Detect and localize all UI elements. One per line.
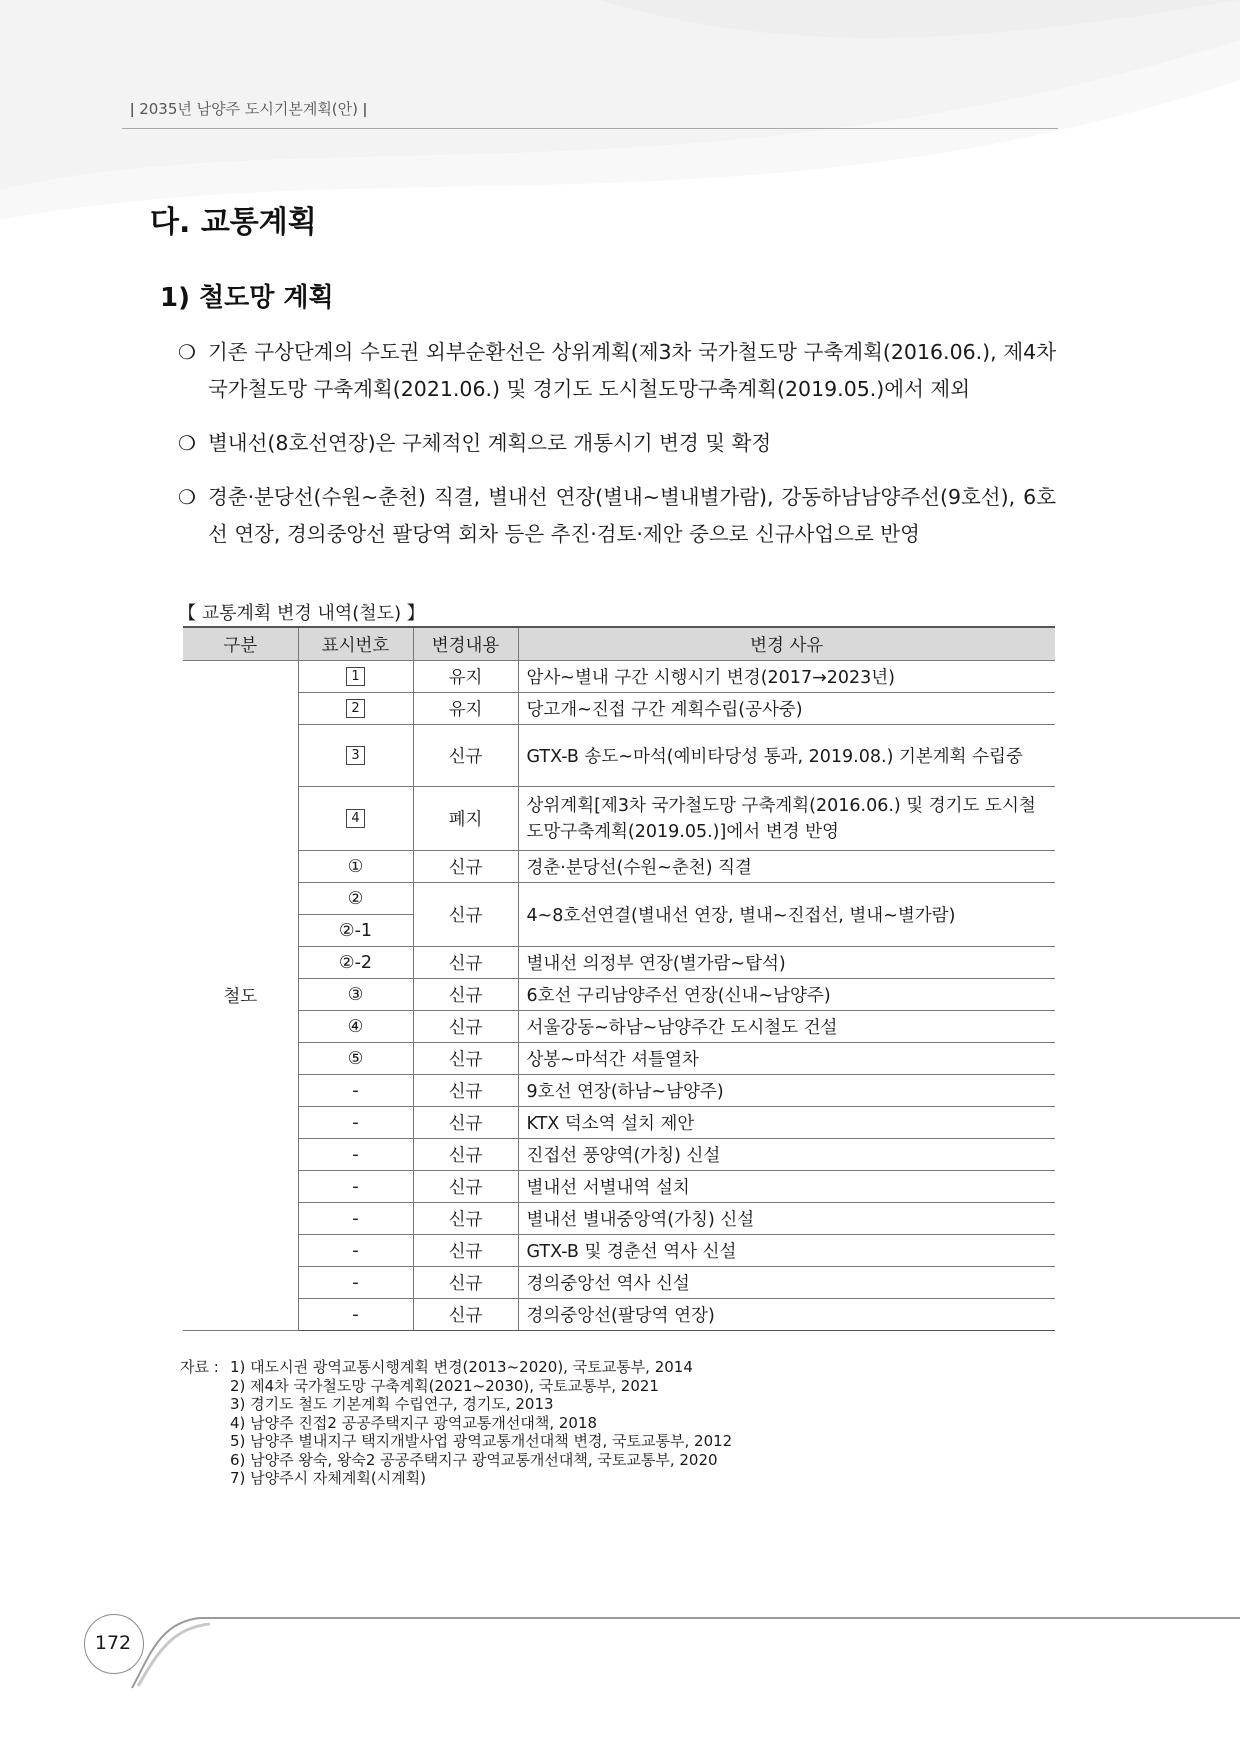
bullet-item	[178, 479, 1056, 553]
reason-cell: 상위계획[제3차 국가철도망 구축계획(2016.06.) 및 경기도 도시철도망구축계획(2019.05.)]에서 변경 반영	[518, 787, 1055, 851]
footer-swoosh-decoration	[130, 1600, 1240, 1690]
header-background-swoosh	[0, 0, 1240, 300]
subsection-title: 1) 철도망 계획	[160, 283, 334, 313]
change-cell: 신규	[413, 1075, 518, 1107]
number-cell	[298, 787, 413, 851]
category-cell: 철도	[183, 661, 298, 1331]
table-row	[183, 1043, 1055, 1075]
reason-cell: 암사~별내 구간 시행시기 변경(2017→2023년)	[518, 661, 1055, 693]
sources-label: 자료 :	[180, 1358, 219, 1376]
change-cell: 신규	[413, 979, 518, 1011]
bullet-item	[178, 334, 1056, 408]
table-header-row	[183, 627, 1055, 661]
table-row	[183, 1139, 1055, 1171]
number-cell: ②	[298, 883, 413, 915]
running-header: ǀ 2035년 남양주 도시기본계획(안) ǀ	[130, 100, 368, 118]
number-cell: ②-1	[298, 915, 413, 947]
change-cell: 신규	[413, 883, 518, 947]
source-item: 1) 대도시권 광역교통시행계획 변경(2013~2020), 국토교통부, 2014	[230, 1358, 693, 1376]
reason-cell: 진접선 풍양역(가칭) 신설	[518, 1139, 1055, 1171]
reason-cell: GTX-B 송도~마석(예비타당성 통과, 2019.08.) 기본계획 수립중	[518, 725, 1055, 787]
bullet-item	[178, 425, 1056, 462]
number-cell: -	[298, 1171, 413, 1203]
source-item: 6) 남양주 왕숙, 왕숙2 공공주택지구 광역교통개선대책, 국토교통부, 2020	[230, 1450, 718, 1469]
number-cell	[298, 725, 413, 787]
sources-note	[180, 1358, 732, 1488]
change-cell: 신규	[413, 947, 518, 979]
table-row	[183, 1235, 1055, 1267]
table-row	[183, 979, 1055, 1011]
table-row	[183, 1267, 1055, 1299]
table-row	[183, 725, 1055, 787]
table-row	[183, 1299, 1055, 1331]
table-row	[183, 883, 1055, 915]
change-cell: 신규	[413, 851, 518, 883]
source-item: 2) 제4차 국가철도망 구축계획(2021~2030), 국토교통부, 2021	[230, 1376, 659, 1395]
reason-cell: 6호선 구리남양주선 연장(신내~남양주)	[518, 979, 1055, 1011]
number-cell	[298, 693, 413, 725]
header-category: 구분	[183, 627, 298, 661]
bullet-list	[178, 334, 1056, 570]
reason-cell: 별내선 의정부 연장(별가람~탑석)	[518, 947, 1055, 979]
number-cell: -	[298, 1299, 413, 1331]
table-row	[183, 693, 1055, 725]
change-cell: 신규	[413, 725, 518, 787]
table-row	[183, 851, 1055, 883]
change-cell: 폐지	[413, 787, 518, 851]
page-number: 172	[94, 1632, 132, 1654]
boxed-number: 1	[346, 667, 365, 686]
reason-cell: 9호선 연장(하남~남양주)	[518, 1075, 1055, 1107]
source-item: 5) 남양주 별내지구 택지개발사업 광역교통개선대책 변경, 국토교통부, 2012	[230, 1432, 733, 1450]
change-cell: 유지	[413, 661, 518, 693]
table-row	[183, 1075, 1055, 1107]
rail-change-table	[183, 626, 1055, 1331]
section-title: 다. 교통계획	[150, 205, 317, 240]
table-row	[183, 1203, 1055, 1235]
reason-cell: 경의중앙선(팔당역 연장)	[518, 1299, 1055, 1331]
header-divider	[122, 128, 1058, 129]
circle-bullet-icon: ❍	[178, 431, 196, 455]
reason-cell: 경의중앙선 역사 신설	[518, 1267, 1055, 1299]
change-cell: 신규	[413, 1171, 518, 1203]
header-change: 변경내용	[413, 627, 518, 661]
boxed-number: 3	[346, 746, 365, 765]
reason-cell: 별내선 서별내역 설치	[518, 1171, 1055, 1203]
boxed-number: 2	[346, 699, 365, 718]
change-cell: 신규	[413, 1043, 518, 1075]
table-row	[183, 1171, 1055, 1203]
boxed-number: 4	[346, 809, 365, 828]
change-cell: 신규	[413, 1267, 518, 1299]
source-item: 3) 경기도 철도 기본계획 수립연구, 경기도, 2013	[230, 1395, 554, 1413]
number-cell: -	[298, 1267, 413, 1299]
change-cell: 신규	[413, 1299, 518, 1331]
circle-bullet-icon: ❍	[178, 340, 196, 364]
number-cell: ①	[298, 851, 413, 883]
number-cell: -	[298, 1203, 413, 1235]
table-row	[183, 661, 1055, 693]
bullet-text: 기존 구상단계의 수도권 외부순환선은 상위계획(제3차 국가철도망 구축계획(2016.06.), 제4차 국가철도망 구축계획(2021.06.) 및 경기도 도시철도망구축계획(2019.05.)에서 제외	[208, 340, 1056, 401]
table-caption: 【 교통계획 변경 내역(철도) 】	[178, 603, 425, 624]
change-cell: 신규	[413, 1235, 518, 1267]
circle-bullet-icon: ❍	[178, 485, 196, 509]
table-row	[183, 947, 1055, 979]
number-cell: ④	[298, 1011, 413, 1043]
reason-cell: KTX 덕소역 설치 제안	[518, 1107, 1055, 1139]
number-cell: ②-2	[298, 947, 413, 979]
number-cell: ⑤	[298, 1043, 413, 1075]
number-cell: -	[298, 1075, 413, 1107]
number-cell: -	[298, 1107, 413, 1139]
reason-cell: GTX-B 및 경춘선 역사 신설	[518, 1235, 1055, 1267]
change-cell: 신규	[413, 1203, 518, 1235]
table-row	[183, 1011, 1055, 1043]
number-cell: -	[298, 1139, 413, 1171]
table-row	[183, 1107, 1055, 1139]
source-item: 4) 남양주 진접2 공공주택지구 광역교통개선대책, 2018	[230, 1413, 598, 1432]
number-cell: -	[298, 1235, 413, 1267]
header-number: 표시번호	[298, 627, 413, 661]
reason-cell: 별내선 별내중앙역(가칭) 신설	[518, 1203, 1055, 1235]
bullet-text: 별내선(8호선연장)은 구체적인 계획으로 개통시기 변경 및 확정	[208, 431, 772, 455]
number-cell	[298, 661, 413, 693]
reason-cell: 서울강동~하남~남양주간 도시철도 건설	[518, 1011, 1055, 1043]
reason-cell: 상봉~마석간 셔틀열차	[518, 1043, 1055, 1075]
table-row	[183, 787, 1055, 851]
number-cell: ③	[298, 979, 413, 1011]
change-cell: 신규	[413, 1139, 518, 1171]
source-item: 7) 남양주시 자체계획(시계획)	[230, 1469, 427, 1487]
bullet-text: 경춘·분당선(수원~춘천) 직결, 별내선 연장(별내~별내별가람), 강동하남남양주선(9호선), 6호선 연장, 경의중앙선 팔당역 회차 등은 추진·검토·제안 중으로 신규사업으로 반영	[208, 485, 1056, 546]
change-cell: 유지	[413, 693, 518, 725]
reason-cell: 경춘·분당선(수원~춘천) 직결	[518, 851, 1055, 883]
change-cell: 신규	[413, 1107, 518, 1139]
reason-cell: 4~8호선연결(별내선 연장, 별내~진접선, 별내~별가람)	[518, 883, 1055, 947]
header-reason: 변경 사유	[518, 627, 1055, 661]
reason-cell: 당고개~진접 구간 계획수립(공사중)	[518, 693, 1055, 725]
change-cell: 신규	[413, 1011, 518, 1043]
